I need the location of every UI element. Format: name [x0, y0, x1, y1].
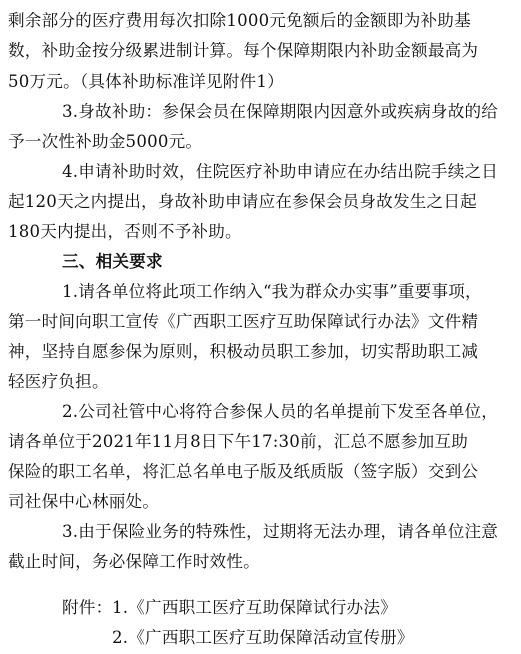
paragraph-3-line-1: 4.申请补助时效，住院医疗补助申请应在办结出院手续之日 — [62, 162, 499, 181]
paragraph-1-line-3: 50万元。（具体补助标准详见附件1） — [8, 72, 284, 91]
paragraph-3-line-2: 起120天之内提出，身故补助申请应在参保会员身故发生之日起 — [8, 192, 477, 211]
attachment-item-1: 1.《广西职工医疗互助保障试行办法》 — [112, 598, 397, 617]
paragraph-6-line-1: 3.由于保险业务的特殊性，过期将无法办理，请各单位注意 — [62, 522, 499, 541]
paragraph-4-line-4: 轻医疗负担。 — [8, 372, 109, 391]
paragraph-1-line-2: 数，补助金按分级累进制计算。每个保障期限内补助金额最高为 — [8, 41, 479, 60]
paragraph-4-line-2: 第一时间向职工宣传《广西职工医疗互助保障试行办法》文件精 — [8, 312, 479, 331]
paragraph-1-line-1: 剩余部分的医疗费用每次扣除1000元免额后的金额即为补助基 — [8, 11, 471, 30]
attachment-item-2: 2.《广西职工医疗互助保障活动宣传册》 — [112, 628, 414, 647]
paragraph-4-line-3: 神，坚持自愿参保为原则，积极动员职工参加，切实帮助职工减 — [8, 342, 479, 361]
paragraph-5-line-1: 2.公司社管中心将符合参保人员的名单提前下发至各单位， — [62, 402, 499, 421]
paragraph-2-line-2: 予一次性补助金5000元。 — [8, 132, 203, 151]
paragraph-5-line-3: 保险的职工名单，将汇总名单电子版及纸质版（签字版）交到公 — [8, 462, 479, 481]
paragraph-6-line-2: 截止时间，务必保障工作时效性。 — [8, 552, 260, 571]
section-heading: 三、相关要求 — [62, 252, 163, 271]
attachments-label: 附件： — [62, 598, 113, 617]
paragraph-4-line-1: 1.请各单位将此项工作纳入“我为群众办实事”重要事项， — [62, 282, 482, 301]
paragraph-5-line-2: 请各单位于2021年11月8日下午17:30前，汇总不愿参加互助 — [8, 432, 468, 451]
paragraph-2-line-1: 3.身故补助：参保会员在保障期限内因意外或疾病身故的给 — [62, 102, 499, 121]
paragraph-5-line-4: 司社保中心林丽处。 — [8, 492, 160, 511]
paragraph-3-line-3: 180天内提出，否则不予补助。 — [8, 222, 242, 241]
